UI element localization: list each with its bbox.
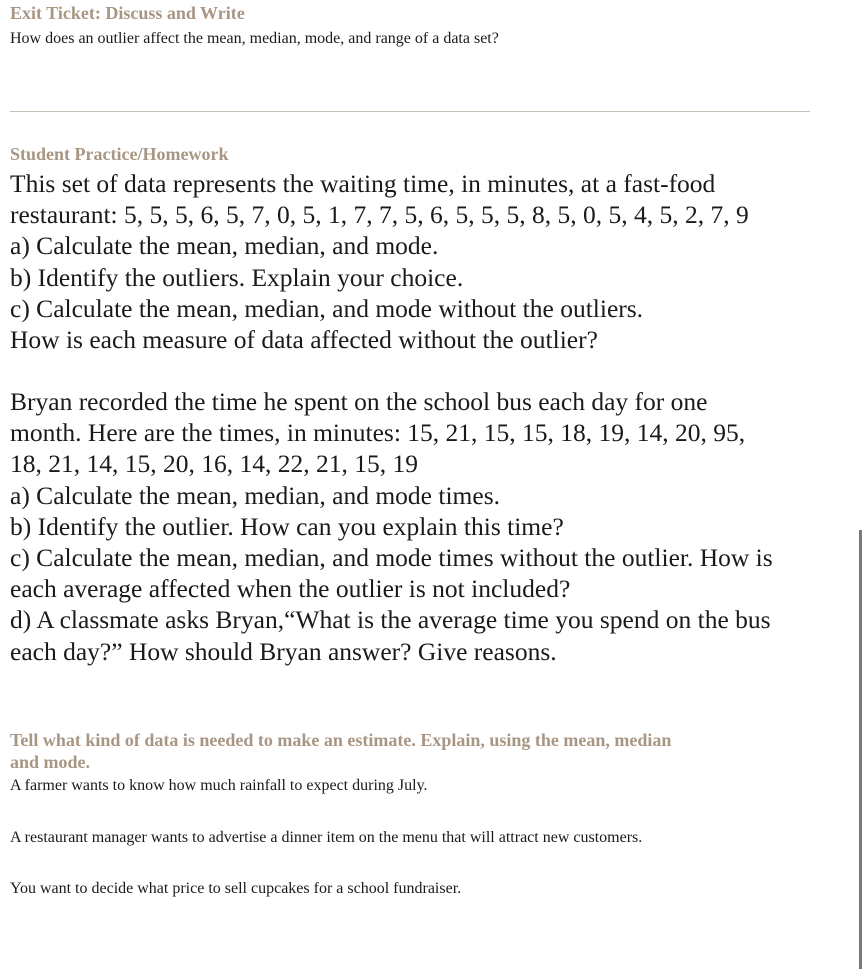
problem1-line: How is each measure of data affected without the outlier? xyxy=(10,325,598,355)
practice-title: Student Practice/Homework xyxy=(10,144,229,164)
problem1-line: b) Identify the outliers. Explain your choice. xyxy=(10,262,464,292)
estimate-item-dinner: A restaurant manager wants to advertise a dinner item on the menu that will attract new customers. xyxy=(10,829,643,846)
exit-ticket-title: Exit Ticket: Discuss and Write xyxy=(10,3,245,23)
problem2-line: each day?” How should Bryan answer? Give reasons. xyxy=(10,636,557,666)
estimate-title-line: Tell what kind of data is needed to make an estimate. Explain, using the mean, median xyxy=(10,730,672,750)
answer-line-divider xyxy=(10,111,810,112)
problem2-line: b) Identify the outlier. How can you explain this time? xyxy=(10,511,564,541)
problem2-line: c) Calculate the mean, median, and mode times without the outlier. How is xyxy=(10,543,773,573)
problem1-line: a) Calculate the mean, median, and mode. xyxy=(10,231,439,261)
problem2-line: 18, 21, 14, 15, 20, 16, 14, 22, 21, 15, 19 xyxy=(10,449,418,479)
problem-bus-time xyxy=(10,386,773,667)
problem-waiting-time xyxy=(10,168,749,355)
problem2-line: Bryan recorded the time he spent on the school bus each day for one xyxy=(10,387,708,416)
estimate-item-cupcakes: You want to decide what price to sell cupcakes for a school fundraiser. xyxy=(10,880,462,897)
problem1-line: restaurant: 5, 5, 5, 6, 5, 7, 0, 5, 1, 7, 7, 5, 6, 5, 5, 5, 8, 5, 0, 5, 4, 5, 2, 7, 9 xyxy=(10,200,749,230)
exit-ticket-question: How does an outlier affect the mean, median, mode, and range of a data set? xyxy=(10,30,499,47)
problem1-line: c) Calculate the mean, median, and mode without the outliers. xyxy=(10,293,644,323)
estimate-title-line: and mode. xyxy=(10,752,91,772)
estimate-item-rainfall: A farmer wants to know how much rainfall to expect during July. xyxy=(10,777,428,794)
problem2-line: each average affected when the outlier is not included? xyxy=(10,574,571,604)
page-edge-scrollbar xyxy=(859,530,862,969)
problem2-line: d) A classmate asks Bryan,“What is the average time you spend on the bus xyxy=(10,605,771,635)
problem1-line: This set of data represents the waiting time, in minutes, at a fast-food xyxy=(10,169,716,198)
problem2-line: month. Here are the times, in minutes: 15, 21, 15, 15, 18, 19, 14, 20, 95, xyxy=(10,418,746,448)
problem2-line: a) Calculate the mean, median, and mode times. xyxy=(10,480,500,510)
estimate-title xyxy=(10,729,671,773)
